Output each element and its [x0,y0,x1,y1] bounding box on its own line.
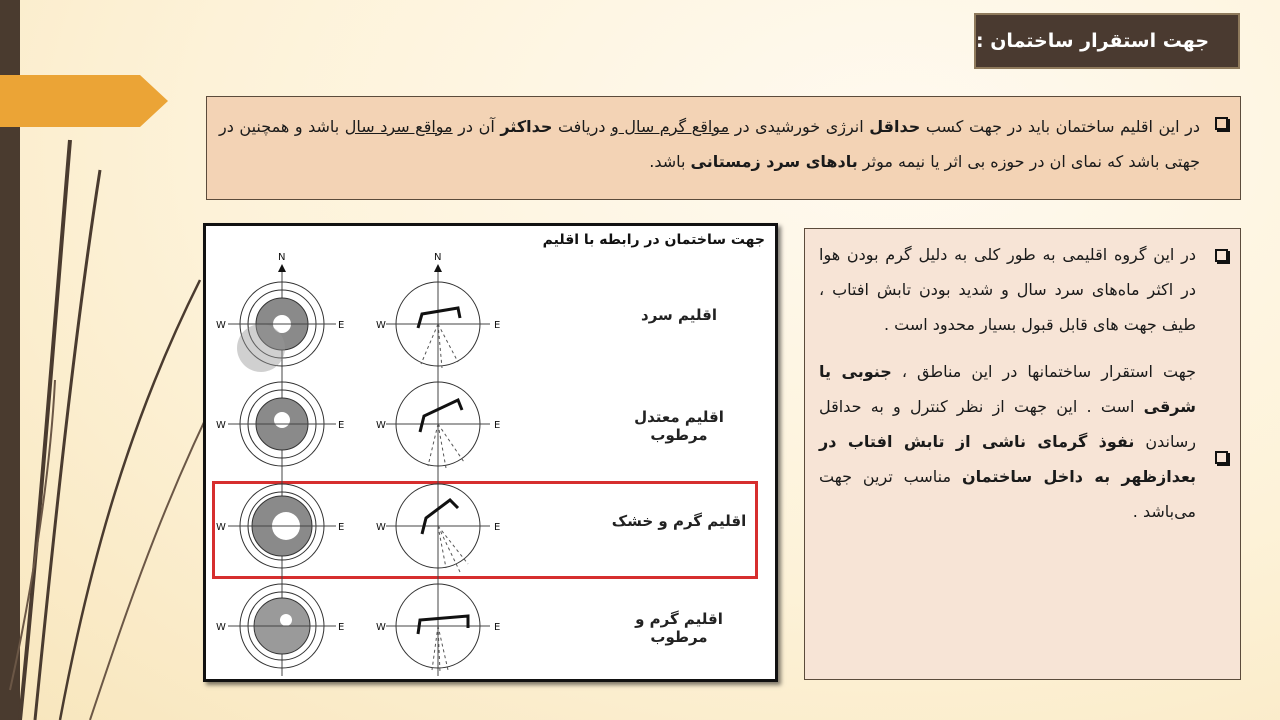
side-bold-direction: جنوبی یا شرقی [819,362,1196,416]
svg-text:W: W [216,320,226,331]
svg-text:E: E [494,420,501,431]
figure-title: جهت ساختمان در رابطه با اقلیم [542,232,765,248]
svg-text:E: E [338,420,345,431]
side-text-part: جهت استقرار ساختمانها در این مناطق ، [891,362,1196,381]
row-label-temperate: اقلیم معتدل مرطوب [634,408,724,444]
row-label-hot-humid: اقلیم گرم و مرطوب [635,610,723,646]
svg-text:E: E [338,622,345,633]
intro-underline-warm: مواقع گرم سال و [611,117,730,136]
svg-text:E: E [494,522,501,533]
intro-bold-winds: بادهای سرد زمستانی [690,152,858,171]
row-cold-diagram [216,282,500,372]
checkbox-bullet-icon [1215,249,1228,262]
intro-bold-max: حداکثر [500,117,553,136]
intro-text-box [206,96,1241,200]
checkbox-bullet-icon [1215,451,1228,464]
compass-n-right: N [434,252,442,263]
svg-text:W: W [376,420,386,431]
orange-arrow-tab [0,75,168,127]
slide-title [974,13,1240,69]
intro-text-part: آن در [452,117,501,136]
side-paragraph-1: در این گروه اقلیمی به طور کلی به دلیل گرم بودن هوا در اکثر ماه‌های سرد سال و شدید بودن تابش افتاب ، طیف جهت های قابل قبول بسیار محدود است . [819,245,1196,334]
intro-text-part: انرژی خورشیدی در [729,117,870,136]
svg-text:W: W [376,522,386,533]
row-label-cold: اقلیم سرد [641,306,717,324]
intro-text-part: دریافت [552,117,612,136]
row-hot-humid-diagram [216,584,500,672]
intro-underline-cold: مواقع سرد سال [344,117,453,136]
row-temperate-diagram [216,382,500,468]
checkbox-bullet-icon [1215,117,1228,130]
intro-bold-min: حداقل [869,117,921,136]
side-paragraph-2 [819,354,1196,529]
side-text-part: مناسب ترین جهت می‌باشد . [819,467,1196,521]
climate-orientation-figure [203,223,778,682]
svg-text:W: W [376,622,386,633]
side-text-box [804,228,1241,680]
side-bold-heat: نفوذ گرمای ناشی از تابش افتاب در بعدازظهر به داخل ساختمان [819,432,1197,486]
row-hot-dry-diagram [216,484,500,572]
slide-title-text: جهت استقرار ساختمان : [976,30,1210,52]
svg-text:E: E [338,522,345,533]
svg-text:W: W [216,420,226,431]
row-label-hot-dry: اقلیم گرم و خشک [611,512,747,530]
compass-n-left: N [278,252,286,263]
side-text-part: است . این جهت از نظر کنترل و به حداقل رساندن [819,397,1197,451]
svg-text:E: E [494,622,501,633]
intro-text-part: در این اقلیم ساختمان باید در جهت کسب [920,117,1200,136]
svg-text:W: W [216,522,226,533]
intro-text-part: باشد و همچنین در جهتی باشد که نمای ان در حوزه بی اثر یا نیمه موثر [219,117,1200,171]
svg-text:W: W [216,622,226,633]
svg-text:W: W [376,320,386,331]
svg-text:E: E [338,320,345,331]
intro-text-part: باشد. [649,152,691,171]
svg-text:E: E [494,320,501,331]
